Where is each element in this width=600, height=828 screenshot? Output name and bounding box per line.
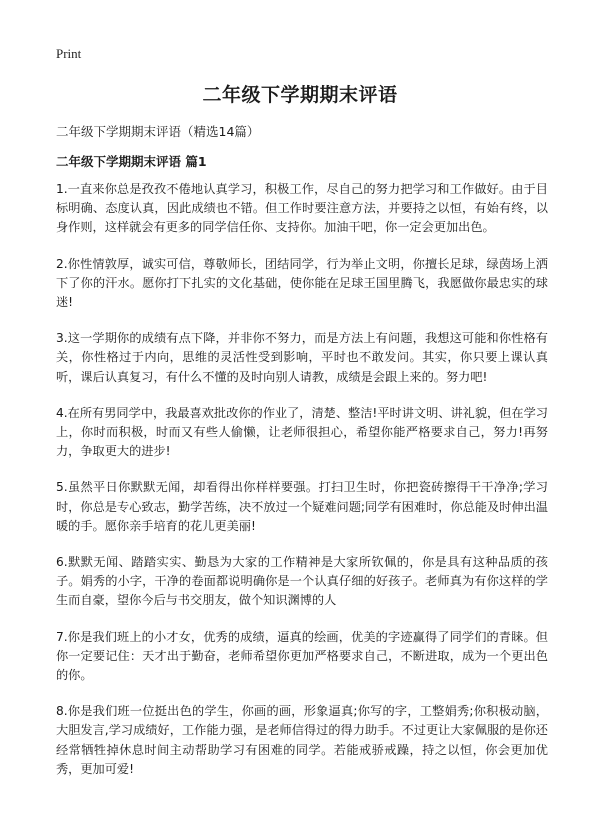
document-title: 二年级下学期期末评语 (202, 84, 398, 106)
comment-paragraph-5: 5.虽然平日你默默无闻，却看得出你样样要强。打扫卫生时，你把瓷砖擦得干干净净;学习时，你总是专心致志，勤学苦练，决不放过一个疑难问题;同学有困难时，你总能及时伸出温暖的手。愿你亲手培育的花儿更美丽! (56, 480, 548, 533)
comment-paragraph-8: 8.你是我们班一位挺出色的学生，你画的画，形象逼真;你写的字，工整娟秀;你积极动脑，大胆发言,学习成绩好，工作能力强，是老师信得过的得力助手。不过更让大家佩服的是你还经常牺牲掉休息时间主动帮助学习有困难的同学。若能戒骄戒躁，持之以恒，你会更加优秀，更加可爱! (56, 704, 548, 776)
comment-list (56, 180, 548, 796)
comment-paragraph-6: 6.默默无闻、踏踏实实、勤恳为大家的工作精神是大家所钦佩的，你是具有这种品质的孩子。娟秀的小字，干净的卷面都说明确你是一个认真仔细的好孩子。老师真为有你这样的学生而自豪，望你今后与书交朋友，做个知识渊博的人 (56, 555, 548, 608)
comment-paragraph-3: 3.这一学期你的成绩有点下降，并非你不努力，而是方法上有问题，我想这可能和你性格有关，你性格过于内向，思维的灵活性受到影响，平时也不敢发问。其实，你只要上课认真听，课后认真复习，有什么不懂的及时向别人请教，成绩是会跟上来的。努力吧! (56, 331, 548, 384)
comment-paragraph-2: 2.你性情敦厚，诚实可信，尊敬师长，团结同学，行为举止文明，你擅长足球，绿茵场上洒下了你的汗水。愿你打下扎实的文化基础，使你能在足球王国里腾飞，我愿做你最忠实的球迷! (56, 256, 548, 310)
section-heading: 二年级下学期期末评语 篇1 (56, 154, 207, 169)
document-subtitle: 二年级下学期期末评语（精选14篇） (56, 124, 260, 139)
comment-paragraph-4: 4.在所有男同学中，我最喜欢批改你的作业了，清楚、整洁!平时讲文明、讲礼貌，但在学习上，你时而积极，时而又有些人偷懒，让老师很担心，希望你能严格要求自己，努力!再努力，争取更大的进步! (56, 405, 548, 459)
comment-paragraph-7: 7.你是我们班上的小才女，优秀的成绩，逼真的绘画，优美的字迹赢得了同学们的青睐。但你一定要记住：天才出于勤奋，老师希望你更加严格要求自己，不断进取，成为一个更出色的你。 (56, 629, 548, 683)
print-link[interactable]: Print (56, 46, 82, 61)
comment-paragraph-1: 1.一直来你总是孜孜不倦地认真学习，积极工作，尽自己的努力把学习和工作做好。由于目标明确、态度认真，因此成绩也不错。但工作时要注意方法，并要持之以恒，有始有终，以身作则，这样就会有更多的同学信任你、支持你。加油干吧，你一定会更加出色。 (56, 182, 548, 235)
